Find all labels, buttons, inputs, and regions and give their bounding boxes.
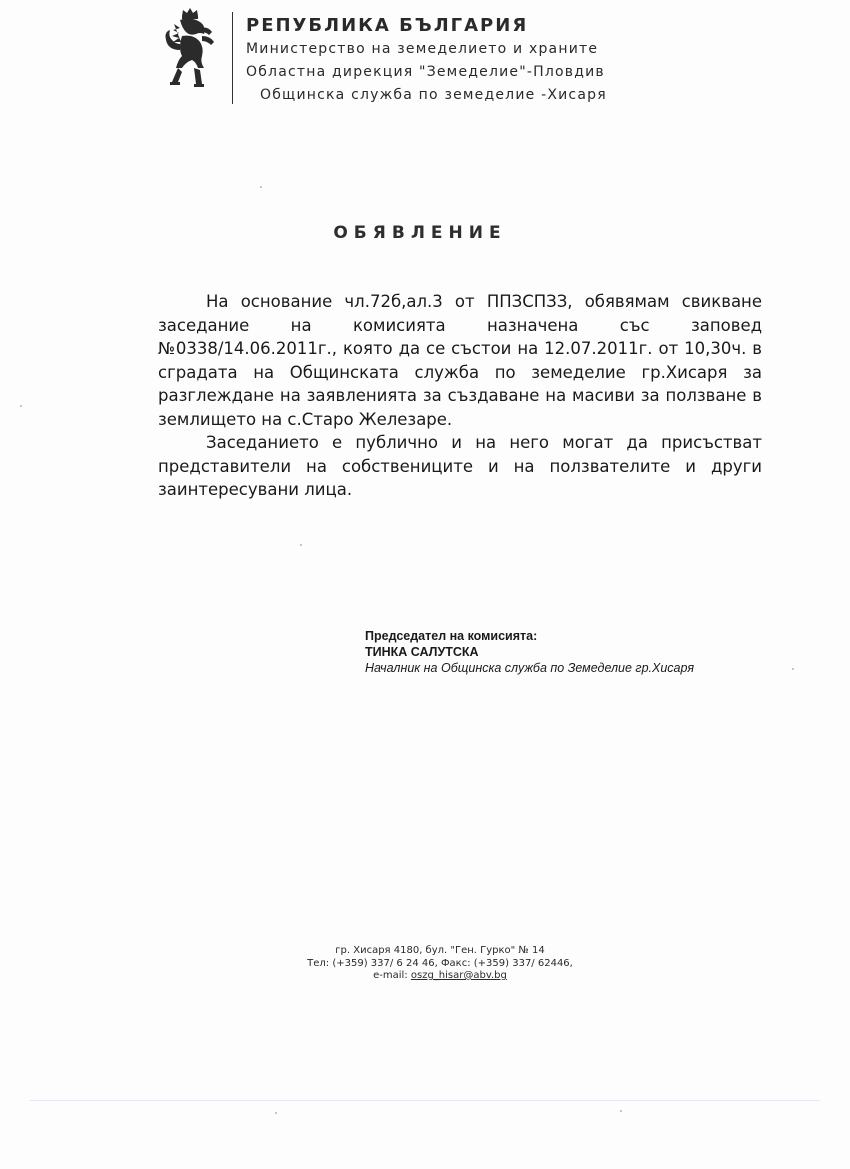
header-block [246,14,607,107]
ministry-name: Министерство на земеделието и храните [246,41,599,57]
signer-role: Председател на комисията: [365,629,538,643]
footer-email-line [220,970,660,983]
scan-speck [792,668,794,670]
footer-email-label: e-mail: [373,970,411,981]
scan-speck [260,186,262,188]
document-title [0,223,850,243]
scan-speck [20,405,22,407]
paragraph-1: На основание чл.72б,ал.3 от ППЗСПЗЗ, обявямам свикване заседание на комисията назначена със заповед №0338/14.06.2011г., която да се състои на 12.07.2011г. от 10,30ч. в сградата на Общинската служба по земеделие гр.Хисаря за разглеждане на заявленията за създаване на масиви за ползване в землището на с.Старо Железаре. [158,292,762,429]
scan-speck [620,1110,622,1112]
directorate-name: Областна дирекция "Земеделие"-Пловдив [246,64,605,80]
signer-name: ТИНКА САЛУТСКА [365,645,479,659]
footer-address: гр. Хисаря 4180, бул. "Ген. Гурко" № 14 [335,945,545,956]
signer-position: Началник на Общинска служба по Земеделие гр.Хисаря [365,661,694,675]
header-divider [232,12,233,104]
service-name: Общинска служба по земеделие -Хисаря [260,87,607,103]
signature-block [365,628,694,676]
announcement-body [158,290,762,502]
document-title-text: ОБЯВЛЕНИЕ [333,223,507,243]
scan-speck [300,544,302,546]
paragraph-2: Заседанието е публично и на него могат да присъстват представители на собствениците и на ползвателите и други заинтересувани лица. [158,433,762,499]
footer-contacts [220,945,660,983]
country-name: РЕПУБЛИКА БЪЛГАРИЯ [246,15,529,36]
scan-artifact-line [30,1100,820,1101]
scan-speck [275,1112,277,1114]
lion-coat-of-arms-icon [160,6,222,90]
footer-phone: Тел: (+359) 337/ 6 24 46, Факс: (+359) 337/ 62446, [307,957,573,969]
footer-email-link[interactable]: oszg_hisar@abv.bg [410,970,507,981]
